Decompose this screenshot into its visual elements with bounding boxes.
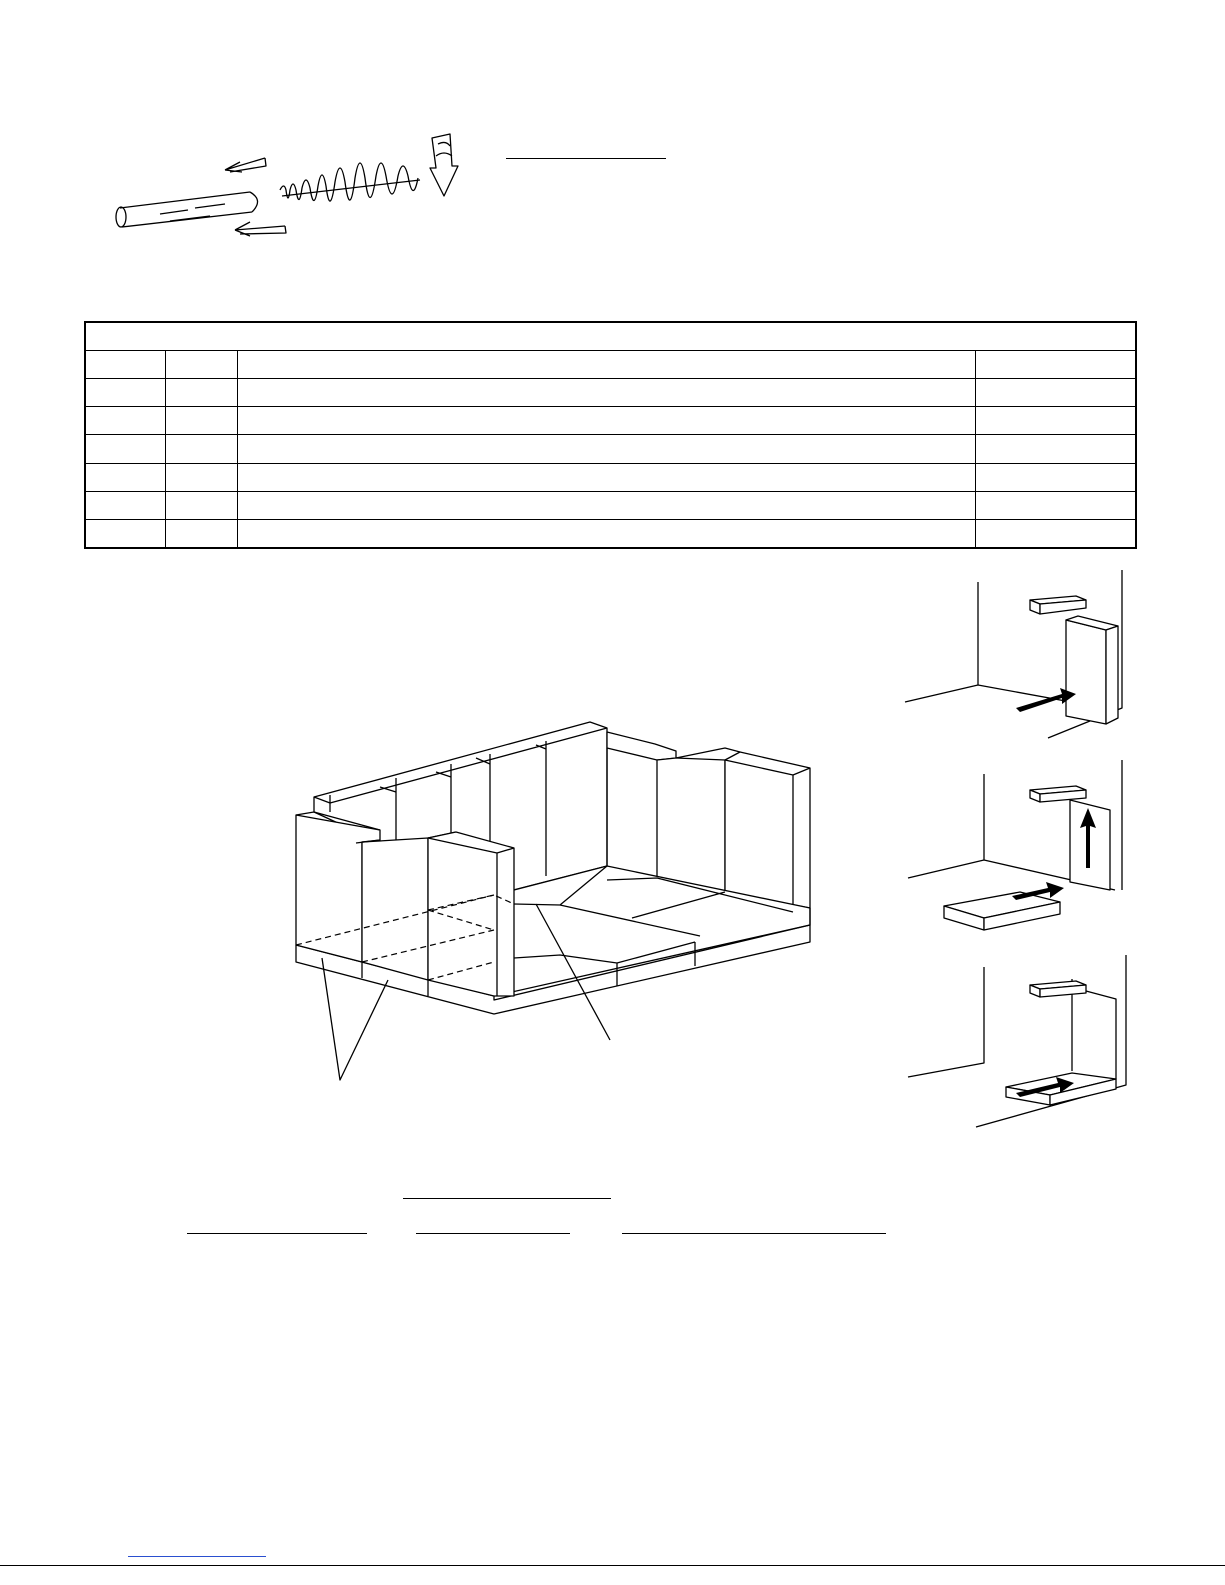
blank-line-3: [416, 1233, 570, 1234]
blank-line-4: [622, 1233, 886, 1234]
footer-rule: [0, 1565, 1225, 1566]
blank-line-2: [187, 1233, 367, 1234]
left-wall: [296, 812, 514, 996]
step-diagram-3: [900, 955, 1130, 1135]
footer-link-underline[interactable]: [128, 1556, 266, 1557]
blank-line-1: [403, 1198, 611, 1199]
step-diagram-1: [900, 570, 1130, 750]
step-diagram-2: [900, 760, 1130, 940]
